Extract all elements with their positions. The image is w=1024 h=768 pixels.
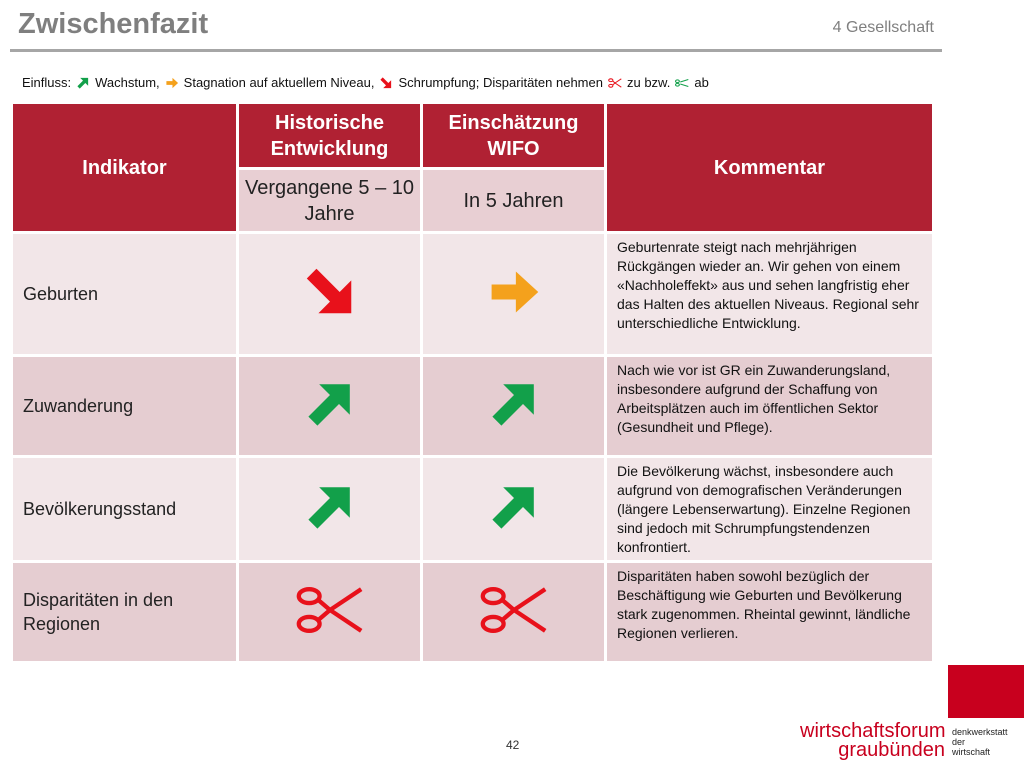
legend-stagnation: Stagnation auf aktuellem Niveau, (183, 75, 375, 90)
arrow-up-right-icon (76, 76, 90, 90)
table-row (12, 562, 934, 663)
indicator-label: Disparitäten in den Regionen (12, 562, 238, 663)
arrow-down-right-icon (301, 308, 359, 325)
header-past: Vergangene 5 – 10 Jahre (238, 169, 422, 233)
future-trend (422, 457, 606, 562)
past-trend (238, 233, 422, 356)
table-row (12, 233, 934, 356)
future-trend (422, 233, 606, 356)
header-estimate: Einschätzung WIFO (422, 103, 606, 169)
indicator-label: Zuwanderung (12, 356, 238, 457)
logo-tagline (952, 727, 1008, 757)
legend-increase: zu bzw. (626, 75, 671, 90)
indicator-label: Bevölkerungsstand (12, 457, 238, 562)
indicator-label: Geburten (12, 233, 238, 356)
future-trend (422, 562, 606, 663)
arrow-right-icon (483, 307, 545, 324)
future-trend (422, 356, 606, 457)
logo-line2: graubünden (838, 739, 945, 761)
comment-text: Disparitäten haben sowohl bezüglich der Beschäftigung wie Geburten und Bevölkerung stark zugenommen. Rheintal gewinnt, ländliche Regionen verlieren. (606, 562, 934, 663)
page-number: 42 (506, 738, 520, 752)
logo-side2: der (952, 737, 966, 747)
logo-side3: wirtschaft (952, 747, 991, 757)
past-trend (238, 356, 422, 457)
header-future: In 5 Jahren (422, 169, 606, 233)
arrow-up-right-icon (303, 521, 357, 538)
table-row (12, 457, 934, 562)
arrow-down-right-icon (379, 76, 393, 90)
comment-text: Nach wie vor ist GR ein Zuwanderungsland, insbesondere aufgrund der Schaffung von Arbeitsplätzen auch im öffentlichen Sektor (Gesundheit und Pflege). (606, 356, 934, 457)
legend-shrink: Schrumpfung; Disparitäten nehmen (398, 75, 603, 90)
arrow-up-right-icon (303, 418, 357, 435)
logo-side1: denkwerkstatt (952, 727, 1008, 737)
logo (800, 722, 945, 760)
legend-prefix: Einfluss: (22, 75, 72, 90)
legend-decrease: ab (694, 75, 709, 90)
legend-growth: Wachstum, (95, 75, 160, 90)
arrow-up-right-icon (487, 418, 541, 435)
section-label: 4 Gesellschaft (832, 19, 934, 36)
scissors-closed-icon (675, 76, 689, 90)
header-comment: Kommentar (606, 103, 934, 233)
page-title: Zwischenfazit (18, 8, 209, 40)
comment-text: Geburtenrate steigt nach mehrjährigen Rückgängen wieder an. Wir gehen von einem «Nachholeffekt» aus und sehen langfristig eher das Halten des aktuellen Niveaus. Regional sehr unterschiedliche Entwicklung. (606, 233, 934, 356)
logo-square (948, 665, 1024, 718)
comment-text: Die Bevölkerung wächst, insbesondere auch aufgrund von demografischen Veränderungen (längere Lebenserwartung). Einzelne Regionen sind jedoch mit Schrumpfungstendenzen konfrontiert. (606, 457, 934, 562)
table-row (12, 356, 934, 457)
scissors-open-icon (294, 623, 366, 640)
past-trend (238, 457, 422, 562)
arrow-up-right-icon (487, 521, 541, 538)
legend (22, 75, 709, 90)
header-historical: Historische Entwicklung (238, 103, 422, 169)
indicator-table (10, 101, 935, 664)
logo-line1: wirtschaftsforum (800, 720, 946, 742)
scissors-open-icon (478, 623, 550, 640)
arrow-right-icon (165, 76, 179, 90)
title-divider (10, 49, 942, 52)
scissors-open-icon (608, 76, 622, 90)
header-indicator: Indikator (12, 103, 238, 233)
past-trend (238, 562, 422, 663)
